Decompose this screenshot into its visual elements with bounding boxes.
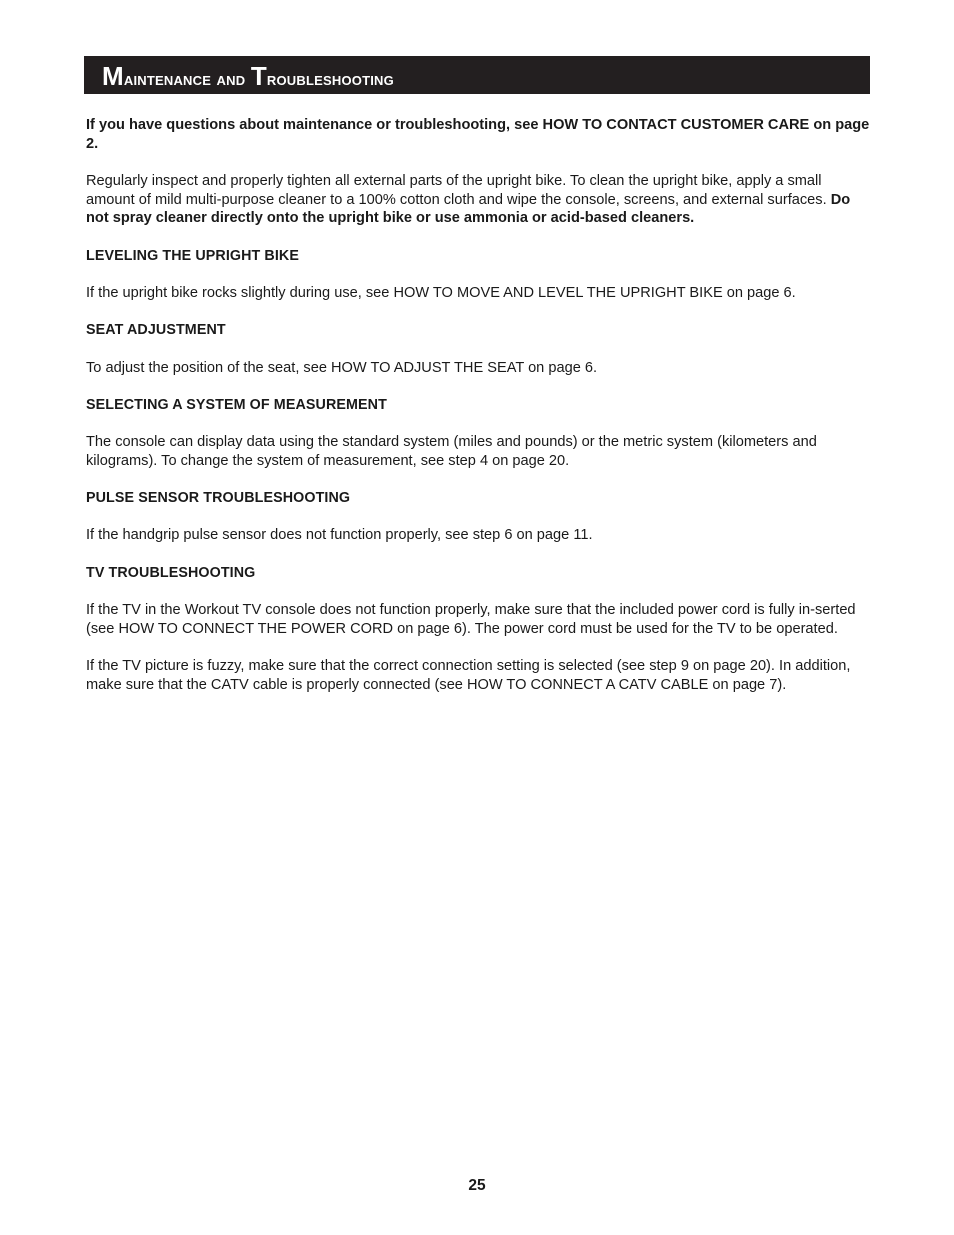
cleaning-text: Regularly inspect and properly tighten all external parts of the upright bike. To clean the upright bike, apply a small amount of mild multi-purpose cleaner to a 100% cotton cloth and wipe the console, screens, and external surfaces. <box>86 173 831 208</box>
section-title-part-1: aintenance and <box>123 69 251 90</box>
seat-adjustment-paragraph: To adjust the position of the seat, see HOW TO ADJUST THE SEAT on page 6. <box>86 359 598 376</box>
leveling-paragraph: If the upright bike rocks slightly during use, see HOW TO MOVE AND LEVEL THE UPRIGHT BIKE on page 6. <box>86 285 796 301</box>
measurement-paragraph: The console can display data using the standard system (miles and pounds) or the metric system (kilometers and kilograms). To change the system of measurement, see step 4 on page 20. <box>86 434 817 469</box>
page-number: 25 <box>468 1177 486 1194</box>
intro-paragraph: If you have questions about maintenance or troubleshooting, see HOW TO CONTACT CUSTOMER CARE on page 2. <box>86 117 870 152</box>
heading-pulse-sensor: PULSE SENSOR TROUBLESHOOTING <box>86 490 351 507</box>
section-title-initial-2: T <box>250 61 267 91</box>
tv-paragraph-1: If the TV in the Workout TV console does not function properly, make sure that the included power cord is fully in-serted (see HOW TO CONNECT THE POWER CORD on page 6). The power cord must be used for the TV to be operated. <box>86 602 856 637</box>
heading-leveling: LEVELING THE UPRIGHT BIKE <box>86 247 299 264</box>
pulse-sensor-paragraph: If the handgrip pulse sensor does not function properly, see step 6 on page 11. <box>86 527 593 544</box>
page-content <box>86 116 872 713</box>
heading-measurement: SELECTING A SYSTEM OF MEASUREMENT <box>86 396 387 413</box>
heading-seat-adjustment: SEAT ADJUSTMENT <box>86 322 226 339</box>
cleaning-warning: Do not spray cleaner directly onto the upright bike or use ammonia or acid-based cleaners. <box>86 191 851 227</box>
section-title-part-2: roubleshooting <box>266 69 394 90</box>
section-title-initial-1: M <box>102 61 124 91</box>
heading-tv-troubleshooting: TV TROUBLESHOOTING <box>86 564 256 581</box>
cleaning-paragraph <box>86 172 872 228</box>
section-title <box>102 63 394 89</box>
tv-paragraph-2: If the TV picture is fuzzy, make sure that the correct connection setting is selected (see step 9 on page 20). In addition, make sure that the CATV cable is properly connected (see HOW TO CONNECT A CATV CABLE on page 7). <box>86 658 851 693</box>
section-title-bar <box>84 56 870 94</box>
